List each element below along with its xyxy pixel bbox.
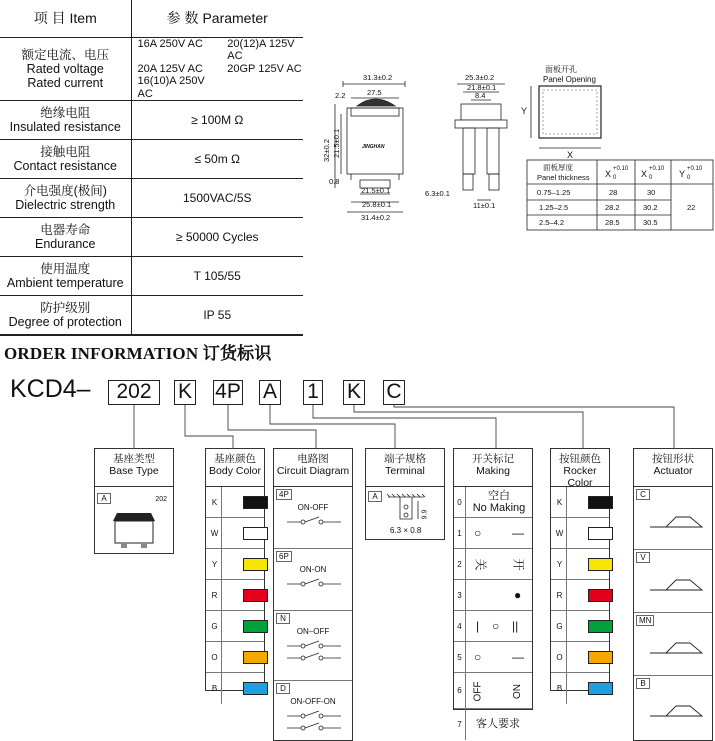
making-a: 关 (473, 558, 488, 571)
making-a: ○ (474, 526, 482, 540)
making-code: 7 (454, 709, 466, 740)
color-code: W (553, 518, 567, 548)
color-code: R (553, 580, 567, 610)
tt-tol-plus: +0.10 (613, 166, 629, 172)
panel-header (551, 449, 609, 487)
color-option-g[interactable] (551, 611, 609, 642)
circuit-label: ON-OFF (297, 503, 329, 512)
header-cn: 电路图 (297, 453, 329, 465)
making-code: 2 (454, 549, 466, 579)
color-option-o[interactable] (551, 642, 609, 673)
header-en: Base Type (109, 465, 159, 477)
actuator-code-tag: B (636, 678, 650, 689)
circuit-schematic (279, 514, 349, 544)
header-cn: 按钮形状 (652, 453, 694, 465)
tt-row-t: 2.5–4.2 (539, 218, 565, 227)
color-swatch (243, 589, 268, 602)
color-code: W (208, 518, 222, 548)
spec-item-cn: 介电强度(极间) (23, 184, 107, 198)
param: 16A 250V AC (137, 37, 203, 50)
spec-item-en: Degree of protection (8, 314, 122, 329)
side-dim-bot: 11±0.1 (473, 201, 496, 210)
making-row-7[interactable] (454, 709, 532, 740)
spec-item (0, 140, 131, 179)
header-cn: 开关标记 (472, 453, 514, 465)
color-swatch (588, 589, 613, 602)
param: 16(10)A 250V AC (137, 75, 205, 100)
color-code: G (208, 611, 222, 641)
rocker-color-list (551, 487, 609, 704)
tt-tol-zero3: 0 (687, 175, 691, 181)
panel-header (366, 449, 444, 487)
header-en: Body Color (209, 465, 261, 477)
circuit-line (287, 711, 341, 716)
circuit-contact (301, 644, 305, 648)
spec-table (0, 0, 303, 336)
circuit-contact (319, 726, 323, 730)
spec-item (0, 179, 131, 218)
terminal-code-tag[interactable]: A (368, 491, 382, 502)
panel-header (206, 449, 264, 487)
panel-header (634, 449, 712, 487)
spec-row (0, 101, 303, 140)
circuit-line (287, 723, 341, 728)
tt-row-x2: 30 (647, 188, 656, 197)
code-box-body: K (174, 380, 196, 405)
color-option-b[interactable] (551, 673, 609, 704)
color-code: B (208, 673, 222, 704)
circuit-contact (301, 582, 305, 586)
spec-header-param: 参 数 Parameter (131, 0, 303, 37)
making-code: 3 (454, 580, 466, 610)
spec-header-item: 项 目 Item (0, 0, 131, 37)
param: 20GP 125V AC (227, 62, 302, 75)
dim-top: 31.3±0.2 (363, 73, 393, 82)
making-row-5[interactable] (454, 642, 532, 673)
dim-bot2: 25.8±0.1 (362, 200, 392, 209)
making-row-4[interactable] (454, 611, 532, 642)
terminal-panel (365, 448, 445, 540)
spec-item (0, 101, 131, 140)
spec-item-en: Endurance (35, 237, 96, 251)
spec-item (0, 296, 131, 335)
color-code: R (208, 580, 222, 610)
body-color-list (206, 487, 264, 704)
spec-item-cn: 电器寿命 (40, 223, 91, 237)
actuator-shape-icon (646, 637, 706, 657)
making-row-3[interactable] (454, 580, 532, 611)
tt-col-x2: X (641, 169, 648, 179)
circuit-option-n[interactable] (274, 611, 352, 681)
circuit-line (287, 653, 341, 658)
spec-value: IP 55 (131, 296, 303, 335)
circuit-label: ON-ON (299, 565, 327, 574)
tt-row-x: 28.5 (605, 218, 620, 227)
color-option-y[interactable] (206, 549, 264, 580)
spec-item-cn: 使用温度 (40, 262, 91, 276)
param: 20A 125V AC (137, 62, 203, 75)
color-code: B (553, 673, 567, 704)
making-code: 6 (454, 673, 466, 708)
color-code: O (208, 642, 222, 672)
color-option-o[interactable] (206, 642, 264, 673)
body-color-panel (205, 448, 265, 691)
spec-header-row (0, 0, 303, 37)
terminal-dim2: 6.3 × 0.8 (390, 526, 422, 535)
panel-header (454, 449, 532, 487)
color-swatch (243, 620, 268, 633)
making-a: 空白 (488, 490, 510, 502)
tt-row-x: 28.2 (605, 203, 620, 212)
dimension-drawing (305, 62, 715, 237)
tt-h-en: Panel thickness (537, 173, 590, 182)
actuator-shape-icon (646, 574, 706, 594)
spec-row (0, 296, 303, 335)
making-a: OFF (472, 681, 484, 702)
circuit-contact (301, 714, 305, 718)
circuit-contact (319, 520, 323, 524)
circuit-contact (319, 714, 323, 718)
base-label: 202 (155, 496, 167, 503)
color-code: Y (553, 549, 567, 579)
base-type-panel (94, 448, 174, 554)
spec-item-en: Dielectric strength (15, 198, 116, 212)
tt-y-value: 22 (687, 203, 696, 212)
tt-row-x2: 30.2 (643, 203, 658, 212)
tt-tol-plus2: +0.10 (649, 166, 665, 172)
making-b: ON (512, 684, 523, 699)
tt-tol-plus3: +0.10 (687, 166, 703, 172)
color-code: Y (208, 549, 222, 579)
tt-row-x2: 30.5 (643, 218, 658, 227)
color-swatch (588, 558, 613, 571)
tt-tol-zero: 0 (613, 175, 617, 181)
header-en: Rocker Color (563, 465, 597, 489)
making-no-mark (468, 490, 530, 514)
code-box-actuator: C (383, 380, 405, 405)
making-row-2[interactable] (454, 549, 532, 580)
making-a: | (476, 619, 480, 633)
spec-item-rated (0, 37, 131, 101)
making-c: || (512, 619, 519, 633)
side-dim-pin: 6.3±0.1 (425, 189, 450, 198)
spec-item (0, 218, 131, 257)
color-swatch (243, 651, 268, 664)
param: 20(12)A 125V AC (227, 37, 295, 62)
actuator-shape-icon (646, 700, 706, 720)
color-code: K (208, 487, 222, 517)
actuator-outline (650, 580, 702, 590)
actuator-outline (650, 643, 702, 653)
panel-header (95, 449, 173, 487)
making-row-6[interactable] (454, 673, 532, 709)
dim-bot1: 21.5±0.1 (361, 186, 391, 195)
color-option-y[interactable] (551, 549, 609, 580)
spec-row (0, 37, 303, 101)
making-code: 4 (454, 611, 466, 641)
side-dim-d3: 8.4 (475, 91, 486, 100)
color-swatch (243, 682, 268, 695)
header-cn: 基座类型 (113, 453, 155, 465)
brand-logo: JINGHAN (362, 144, 385, 150)
making-row-1[interactable] (454, 518, 532, 549)
color-swatch (243, 496, 268, 509)
spec-item (0, 257, 131, 296)
code-box-making: 1 (303, 380, 323, 405)
spec-item-cn: 接触电阻 (40, 145, 91, 159)
spec-value: ≥ 100M Ω (131, 101, 303, 140)
actuator-shape-icon (646, 511, 706, 531)
circuit-line (287, 579, 341, 584)
header-en: Circuit Diagram (276, 465, 350, 477)
dim-h1: 21.5±0.1 (332, 128, 341, 158)
side-dim-d2: 21.8±0.1 (467, 83, 497, 92)
color-code: G (553, 611, 567, 641)
spec-item-cn: 额定电流、电压 (21, 47, 109, 62)
header-en: Actuator (653, 465, 693, 477)
actuator-option-v[interactable] (634, 550, 712, 613)
circuit-contact (319, 656, 323, 660)
connector-lines (0, 404, 715, 450)
color-swatch (243, 558, 268, 571)
order-heading: ORDER INFORMATION 订货标识 (4, 344, 272, 363)
making-b: No Making (472, 502, 526, 514)
panel-title-en: Panel Opening (543, 75, 596, 84)
making-b: 开 (511, 558, 526, 571)
color-swatch (588, 620, 613, 633)
making-row-0[interactable] (454, 487, 532, 518)
circuit-contact (319, 582, 323, 586)
making-b: — (512, 526, 524, 540)
circuit-code-tag: D (276, 683, 290, 694)
panel-title-cn: 面板开孔 (545, 65, 577, 74)
spec-item-cn: 绝缘电阻 (40, 106, 91, 120)
actuator-option-mn[interactable] (634, 613, 712, 676)
circuit-option-4p[interactable] (274, 487, 352, 549)
code-box-base: 202 (108, 380, 160, 405)
dim-left-h: 2.2 (335, 91, 346, 100)
circuit-schematic (279, 708, 349, 738)
circuit-label: ON-OFF-ON (290, 697, 336, 706)
circuit-option-6p[interactable] (274, 549, 352, 611)
making-code: 0 (454, 487, 466, 517)
terminal-dim1: 9.9 (421, 509, 429, 520)
actuator-panel (633, 448, 713, 741)
making-b: — (512, 650, 524, 664)
actuator-option-c[interactable] (634, 487, 712, 550)
making-panel (453, 448, 533, 730)
actuator-outline (650, 706, 702, 716)
color-swatch (243, 527, 268, 540)
color-code: O (553, 642, 567, 672)
panel-y: Y (521, 106, 528, 116)
circuit-code-tag: N (276, 613, 290, 624)
side-dim-top: 25.3±0.2 (465, 73, 495, 82)
base-switch-image (109, 507, 159, 549)
spec-item-en: Insulated resistance (9, 120, 121, 134)
spec-value: 1500VAC/5S (131, 179, 303, 218)
spec-item-en: Rated current (27, 75, 104, 90)
color-option-r[interactable] (551, 580, 609, 611)
tt-col-y: Y (679, 169, 686, 179)
circuit-schematic (279, 638, 349, 668)
circuit-line (287, 641, 341, 646)
color-swatch (588, 651, 613, 664)
spec-row (0, 179, 303, 218)
header-cn: 按钮颜色 (559, 453, 601, 465)
spec-value-rated (131, 37, 303, 101)
color-code: K (553, 487, 567, 517)
header-cn: 基座颜色 (214, 453, 256, 465)
model-prefix: KCD4– (10, 375, 91, 403)
color-option-k[interactable] (206, 487, 264, 518)
spec-row (0, 257, 303, 296)
circuit-panel (273, 448, 353, 741)
tt-col-x: X (605, 169, 612, 179)
making-a: ○ (474, 650, 482, 664)
tt-row-t: 0.75–1.25 (537, 188, 571, 197)
tt-row-x: 28 (609, 188, 618, 197)
circuit-line (287, 517, 341, 522)
dim-side: 0.8 (329, 177, 340, 186)
code-box-terminal: A (259, 380, 281, 405)
circuit-code-tag: 4P (276, 489, 292, 500)
dim-bot3: 31.4±0.2 (361, 213, 391, 222)
code-box-circuit: 4P (213, 380, 243, 405)
spec-row (0, 218, 303, 257)
spec-item-cn: 防护级别 (40, 300, 91, 315)
actuator-code-tag: V (636, 552, 650, 563)
making-code: 1 (454, 518, 466, 548)
color-option-g[interactable] (206, 611, 264, 642)
circuit-list (274, 487, 352, 741)
making-a: 客人要求 (476, 718, 520, 730)
actuator-list (634, 487, 712, 739)
code-box-rocker: K (343, 380, 365, 405)
actuator-code-tag: MN (636, 615, 654, 626)
color-swatch (588, 527, 613, 540)
circuit-contact (301, 520, 305, 524)
tt-tol-zero2: 0 (649, 175, 653, 181)
circuit-schematic (279, 576, 349, 606)
actuator-code-tag: C (636, 489, 650, 500)
circuit-contact (301, 726, 305, 730)
spec-item-en: Rated voltage (26, 61, 104, 76)
color-option-w[interactable] (551, 518, 609, 549)
making-b: ○ (492, 619, 500, 633)
header-en: Terminal (385, 465, 425, 477)
circuit-contact (319, 644, 323, 648)
circuit-option-d[interactable] (274, 681, 352, 741)
actuator-option-b[interactable] (634, 676, 712, 739)
header-en: Making (476, 465, 510, 477)
spec-item-en: Contact resistance (13, 159, 118, 173)
spec-value: ≤ 50m Ω (131, 140, 303, 179)
circuit-label: ON–OFF (296, 627, 330, 636)
making-b: ● (514, 588, 522, 602)
rocker-color-panel (550, 448, 610, 691)
actuator-outline (650, 517, 702, 527)
spec-row (0, 140, 303, 179)
tt-h-cn: 面板厚度 (543, 163, 573, 172)
base-code-tag[interactable]: A (97, 493, 111, 504)
spec-value: ≥ 50000 Cycles (131, 218, 303, 257)
dim-inner: 27.5 (367, 88, 382, 97)
dim-h2: 32±0.2 (322, 139, 331, 162)
circuit-code-tag: 6P (276, 551, 292, 562)
making-code: 5 (454, 642, 466, 672)
color-option-r[interactable] (206, 580, 264, 611)
color-swatch (588, 496, 613, 509)
color-option-w[interactable] (206, 518, 264, 549)
color-option-k[interactable] (551, 487, 609, 518)
tt-row-t: 1.25–2.5 (539, 203, 569, 212)
spec-value: T 105/55 (131, 257, 303, 296)
panel-header (274, 449, 352, 487)
rated-params (132, 38, 304, 101)
spec-item-en: Ambient temperature (6, 276, 124, 290)
header-cn: 端子规格 (384, 453, 426, 465)
color-option-b[interactable] (206, 673, 264, 704)
color-swatch (588, 682, 613, 695)
panel-x: X (567, 150, 574, 160)
circuit-contact (301, 656, 305, 660)
